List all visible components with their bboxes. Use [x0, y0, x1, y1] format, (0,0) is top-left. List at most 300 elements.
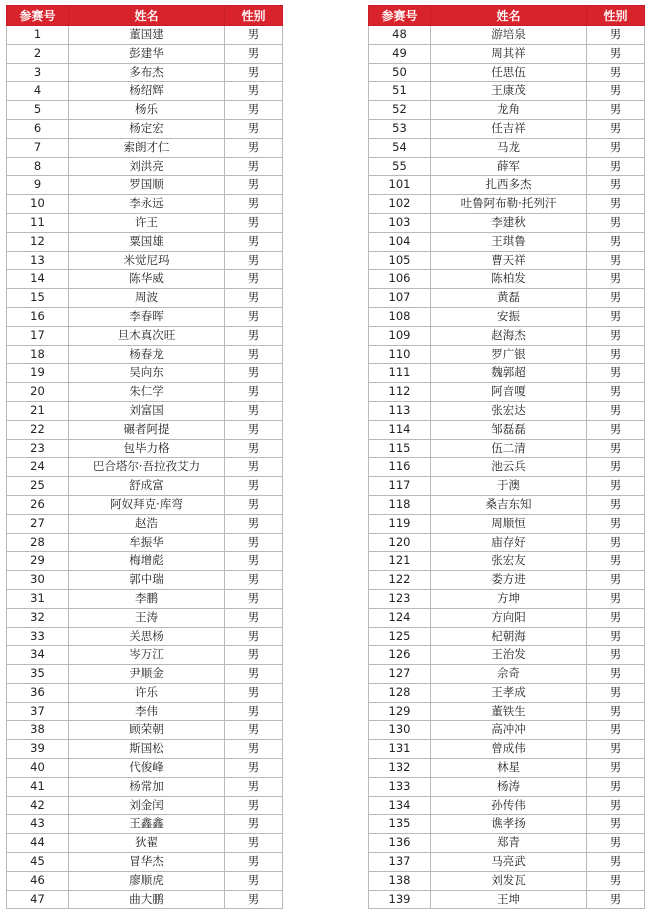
table-row: [7, 552, 283, 571]
cell-number: 124: [369, 608, 431, 627]
cell-gender: 男: [587, 101, 645, 120]
table-row: [7, 420, 283, 439]
cell-number: 126: [369, 646, 431, 665]
table-row: [7, 101, 283, 120]
cell-number: 135: [369, 815, 431, 834]
cell-gender: 男: [587, 495, 645, 514]
cell-number: 119: [369, 514, 431, 533]
table-row: [369, 834, 645, 853]
table-row: [7, 289, 283, 308]
cell-gender: 男: [225, 533, 283, 552]
table-row: [7, 364, 283, 383]
cell-gender: 男: [225, 815, 283, 834]
cell-name: 舒成富: [69, 477, 225, 496]
cell-name: 伍二清: [431, 439, 587, 458]
cell-gender: 男: [587, 82, 645, 101]
cell-name: 陈柏发: [431, 270, 587, 289]
cell-gender: 男: [587, 853, 645, 872]
table-row: [7, 777, 283, 796]
header-gender: 性别: [225, 6, 283, 26]
cell-gender: 男: [587, 777, 645, 796]
cell-name: 刘金闰: [69, 796, 225, 815]
table-row: [7, 683, 283, 702]
cell-number: 25: [7, 477, 69, 496]
cell-gender: 男: [225, 853, 283, 872]
table-row: [7, 213, 283, 232]
table-row: [7, 665, 283, 684]
cell-name: 佘奇: [431, 665, 587, 684]
cell-number: 111: [369, 364, 431, 383]
cell-gender: 男: [587, 759, 645, 778]
cell-number: 129: [369, 702, 431, 721]
cell-gender: 男: [587, 533, 645, 552]
cell-name: 方坤: [431, 589, 587, 608]
cell-name: 杨常加: [69, 777, 225, 796]
cell-gender: 男: [587, 176, 645, 195]
cell-number: 107: [369, 289, 431, 308]
cell-name: 米觉尼玛: [69, 251, 225, 270]
cell-name: 于澳: [431, 477, 587, 496]
cell-number: 34: [7, 646, 69, 665]
table-row: [369, 646, 645, 665]
cell-name: 龙角: [431, 101, 587, 120]
table-row: [369, 571, 645, 590]
cell-number: 108: [369, 307, 431, 326]
cell-number: 55: [369, 157, 431, 176]
cell-name: 关思杨: [69, 627, 225, 646]
cell-name: 罗广银: [431, 345, 587, 364]
cell-gender: 男: [225, 420, 283, 439]
table-row: [369, 533, 645, 552]
cell-name: 碾者阿提: [69, 420, 225, 439]
table-row: [369, 383, 645, 402]
cell-gender: 男: [225, 232, 283, 251]
cell-name: 王康茂: [431, 82, 587, 101]
cell-number: 6: [7, 119, 69, 138]
cell-number: 7: [7, 138, 69, 157]
cell-gender: 男: [587, 138, 645, 157]
table-row: [7, 383, 283, 402]
cell-number: 40: [7, 759, 69, 778]
table-row: [7, 721, 283, 740]
cell-name: 廖顺虎: [69, 871, 225, 890]
cell-number: 50: [369, 63, 431, 82]
table-row: [369, 683, 645, 702]
cell-number: 48: [369, 26, 431, 45]
cell-gender: 男: [225, 326, 283, 345]
cell-gender: 男: [587, 740, 645, 759]
cell-gender: 男: [225, 759, 283, 778]
cell-number: 104: [369, 232, 431, 251]
cell-number: 112: [369, 383, 431, 402]
cell-name: 曹天祥: [431, 251, 587, 270]
table-row: [7, 138, 283, 157]
table-row: [7, 270, 283, 289]
cell-number: 137: [369, 853, 431, 872]
cell-name: 董国建: [69, 26, 225, 45]
cell-name: 扎西多杰: [431, 176, 587, 195]
cell-number: 23: [7, 439, 69, 458]
cell-gender: 男: [587, 307, 645, 326]
table-row: [7, 702, 283, 721]
cell-number: 27: [7, 514, 69, 533]
table-row: [369, 815, 645, 834]
cell-gender: 男: [225, 702, 283, 721]
table-row: [369, 401, 645, 420]
table-row: [7, 834, 283, 853]
table-row: [369, 721, 645, 740]
cell-gender: 男: [225, 627, 283, 646]
cell-gender: 男: [225, 307, 283, 326]
cell-number: 41: [7, 777, 69, 796]
cell-number: 123: [369, 589, 431, 608]
table-row: [369, 157, 645, 176]
table-row: [369, 853, 645, 872]
cell-name: 马龙: [431, 138, 587, 157]
cell-gender: 男: [225, 683, 283, 702]
cell-name: 斯国松: [69, 740, 225, 759]
cell-name: 王孝成: [431, 683, 587, 702]
cell-name: 董铁生: [431, 702, 587, 721]
cell-gender: 男: [587, 439, 645, 458]
cell-name: 周波: [69, 289, 225, 308]
table-row: [7, 853, 283, 872]
cell-gender: 男: [225, 176, 283, 195]
cell-number: 134: [369, 796, 431, 815]
table-row: [369, 63, 645, 82]
cell-number: 138: [369, 871, 431, 890]
cell-number: 36: [7, 683, 69, 702]
table-row: [369, 759, 645, 778]
table-row: [369, 213, 645, 232]
table-row: [7, 627, 283, 646]
cell-name: 岑万江: [69, 646, 225, 665]
table-row: [369, 251, 645, 270]
cell-number: 5: [7, 101, 69, 120]
cell-name: 杨春龙: [69, 345, 225, 364]
cell-gender: 男: [225, 796, 283, 815]
table-row: [7, 307, 283, 326]
cell-number: 49: [369, 44, 431, 63]
cell-number: 10: [7, 195, 69, 214]
table-row: [7, 119, 283, 138]
cell-number: 39: [7, 740, 69, 759]
cell-gender: 男: [225, 477, 283, 496]
table-row: [7, 495, 283, 514]
cell-number: 26: [7, 495, 69, 514]
cell-number: 122: [369, 571, 431, 590]
cell-gender: 男: [587, 834, 645, 853]
table-row: [369, 270, 645, 289]
cell-number: 114: [369, 420, 431, 439]
cell-number: 42: [7, 796, 69, 815]
cell-gender: 男: [587, 401, 645, 420]
cell-name: 代俊峰: [69, 759, 225, 778]
header-row: [7, 6, 283, 26]
cell-gender: 男: [587, 195, 645, 214]
cell-number: 133: [369, 777, 431, 796]
table-row: [7, 401, 283, 420]
cell-number: 4: [7, 82, 69, 101]
cell-number: 121: [369, 552, 431, 571]
cell-name: 杨定宏: [69, 119, 225, 138]
table-row: [7, 82, 283, 101]
table-row: [7, 646, 283, 665]
table-row: [369, 82, 645, 101]
cell-gender: 男: [587, 477, 645, 496]
table-row: [369, 307, 645, 326]
cell-name: 安振: [431, 307, 587, 326]
header-row: [369, 6, 645, 26]
roster-table-left: [6, 5, 283, 909]
cell-gender: 男: [587, 44, 645, 63]
roster-body-right: [369, 26, 645, 909]
table-row: [7, 232, 283, 251]
table-row: [369, 364, 645, 383]
cell-number: 17: [7, 326, 69, 345]
cell-name: 郭中瑞: [69, 571, 225, 590]
cell-number: 2: [7, 44, 69, 63]
table-row: [7, 157, 283, 176]
cell-number: 19: [7, 364, 69, 383]
table-row: [7, 890, 283, 909]
cell-gender: 男: [225, 213, 283, 232]
cell-number: 130: [369, 721, 431, 740]
cell-gender: 男: [225, 665, 283, 684]
cell-name: 刘发瓦: [431, 871, 587, 890]
cell-number: 43: [7, 815, 69, 834]
table-row: [369, 26, 645, 45]
cell-name: 杞朝海: [431, 627, 587, 646]
table-row: [7, 251, 283, 270]
header-gender: 性别: [587, 6, 645, 26]
table-row: [369, 777, 645, 796]
cell-name: 许王: [69, 213, 225, 232]
cell-name: 朱仁学: [69, 383, 225, 402]
table-row: [369, 138, 645, 157]
table-row: [369, 101, 645, 120]
cell-name: 王坤: [431, 890, 587, 909]
cell-name: 杨乐: [69, 101, 225, 120]
cell-gender: 男: [225, 458, 283, 477]
cell-number: 32: [7, 608, 69, 627]
cell-name: 薛军: [431, 157, 587, 176]
cell-number: 9: [7, 176, 69, 195]
cell-name: 桑吉东知: [431, 495, 587, 514]
cell-name: 郑青: [431, 834, 587, 853]
cell-name: 池云兵: [431, 458, 587, 477]
header-name: 姓名: [69, 6, 225, 26]
cell-gender: 男: [225, 383, 283, 402]
cell-name: 包毕力格: [69, 439, 225, 458]
cell-name: 牟振华: [69, 533, 225, 552]
table-row: [369, 232, 645, 251]
cell-name: 李鹏: [69, 589, 225, 608]
table-row: [369, 176, 645, 195]
cell-name: 周顺恒: [431, 514, 587, 533]
cell-number: 102: [369, 195, 431, 214]
cell-gender: 男: [225, 364, 283, 383]
cell-number: 24: [7, 458, 69, 477]
table-row: [7, 63, 283, 82]
cell-name: 尹顺金: [69, 665, 225, 684]
cell-number: 29: [7, 552, 69, 571]
cell-gender: 男: [587, 890, 645, 909]
cell-name: 任思伍: [431, 63, 587, 82]
table-row: [369, 608, 645, 627]
table-row: [7, 44, 283, 63]
cell-gender: 男: [587, 63, 645, 82]
cell-name: 顾荣朝: [69, 721, 225, 740]
table-row: [7, 458, 283, 477]
cell-gender: 男: [587, 326, 645, 345]
cell-number: 51: [369, 82, 431, 101]
cell-number: 125: [369, 627, 431, 646]
cell-name: 曲大鹏: [69, 890, 225, 909]
table-row: [369, 702, 645, 721]
cell-name: 罗国顺: [69, 176, 225, 195]
cell-name: 旦木真次旺: [69, 326, 225, 345]
cell-gender: 男: [587, 26, 645, 45]
cell-gender: 男: [225, 552, 283, 571]
table-row: [369, 289, 645, 308]
cell-name: 高冲冲: [431, 721, 587, 740]
cell-name: 黄磊: [431, 289, 587, 308]
table-row: [369, 44, 645, 63]
table-row: [7, 26, 283, 45]
table-row: [7, 589, 283, 608]
table-row: [7, 477, 283, 496]
cell-number: 47: [7, 890, 69, 909]
cell-number: 21: [7, 401, 69, 420]
cell-gender: 男: [225, 82, 283, 101]
table-row: [7, 608, 283, 627]
cell-gender: 男: [587, 552, 645, 571]
cell-number: 33: [7, 627, 69, 646]
cell-name: 王涛: [69, 608, 225, 627]
cell-number: 131: [369, 740, 431, 759]
table-row: [7, 439, 283, 458]
cell-number: 54: [369, 138, 431, 157]
cell-gender: 男: [587, 627, 645, 646]
cell-gender: 男: [225, 589, 283, 608]
table-row: [369, 514, 645, 533]
cell-gender: 男: [225, 44, 283, 63]
cell-name: 杨绍辉: [69, 82, 225, 101]
cell-number: 139: [369, 890, 431, 909]
table-row: [7, 326, 283, 345]
cell-gender: 男: [225, 740, 283, 759]
table-row: [369, 119, 645, 138]
table-row: [369, 665, 645, 684]
header-name: 姓名: [431, 6, 587, 26]
cell-gender: 男: [587, 514, 645, 533]
cell-name: 王治发: [431, 646, 587, 665]
table-row: [369, 458, 645, 477]
cell-name: 陈华威: [69, 270, 225, 289]
cell-gender: 男: [587, 119, 645, 138]
table-row: [369, 195, 645, 214]
cell-number: 38: [7, 721, 69, 740]
cell-number: 8: [7, 157, 69, 176]
cell-name: 孙传伟: [431, 796, 587, 815]
cell-name: 谯孝扬: [431, 815, 587, 834]
cell-number: 20: [7, 383, 69, 402]
cell-gender: 男: [225, 289, 283, 308]
cell-name: 梅增彪: [69, 552, 225, 571]
cell-gender: 男: [225, 571, 283, 590]
cell-gender: 男: [587, 702, 645, 721]
cell-name: 彭建华: [69, 44, 225, 63]
cell-name: 阿音嗄: [431, 383, 587, 402]
cell-number: 46: [7, 871, 69, 890]
table-row: [369, 552, 645, 571]
table-row: [7, 195, 283, 214]
cell-name: 刘富国: [69, 401, 225, 420]
cell-gender: 男: [587, 683, 645, 702]
cell-gender: 男: [587, 364, 645, 383]
header-number: 参赛号: [369, 6, 431, 26]
cell-name: 方向阳: [431, 608, 587, 627]
table-row: [7, 740, 283, 759]
cell-gender: 男: [587, 571, 645, 590]
cell-number: 109: [369, 326, 431, 345]
cell-name: 索朗才仁: [69, 138, 225, 157]
table-row: [7, 871, 283, 890]
cell-number: 30: [7, 571, 69, 590]
cell-number: 45: [7, 853, 69, 872]
cell-name: 多布杰: [69, 63, 225, 82]
cell-gender: 男: [587, 420, 645, 439]
table-row: [369, 871, 645, 890]
cell-number: 127: [369, 665, 431, 684]
cell-number: 105: [369, 251, 431, 270]
cell-gender: 男: [587, 345, 645, 364]
cell-name: 李春晖: [69, 307, 225, 326]
cell-gender: 男: [587, 608, 645, 627]
cell-number: 110: [369, 345, 431, 364]
cell-number: 13: [7, 251, 69, 270]
cell-gender: 男: [587, 232, 645, 251]
cell-number: 118: [369, 495, 431, 514]
table-row: [7, 345, 283, 364]
cell-number: 52: [369, 101, 431, 120]
table-row: [369, 796, 645, 815]
roster-table-right: [368, 5, 645, 909]
table-row: [7, 796, 283, 815]
cell-number: 3: [7, 63, 69, 82]
cell-gender: 男: [587, 383, 645, 402]
cell-gender: 男: [587, 589, 645, 608]
cell-gender: 男: [587, 721, 645, 740]
cell-number: 128: [369, 683, 431, 702]
cell-gender: 男: [225, 101, 283, 120]
cell-gender: 男: [225, 138, 283, 157]
cell-name: 任吉祥: [431, 119, 587, 138]
cell-number: 117: [369, 477, 431, 496]
cell-number: 11: [7, 213, 69, 232]
table-row: [369, 439, 645, 458]
table-row: [369, 589, 645, 608]
cell-name: 曾成伟: [431, 740, 587, 759]
cell-name: 马亮武: [431, 853, 587, 872]
cell-gender: 男: [587, 815, 645, 834]
cell-number: 116: [369, 458, 431, 477]
cell-name: 娄方进: [431, 571, 587, 590]
cell-gender: 男: [225, 608, 283, 627]
cell-number: 14: [7, 270, 69, 289]
cell-gender: 男: [225, 439, 283, 458]
